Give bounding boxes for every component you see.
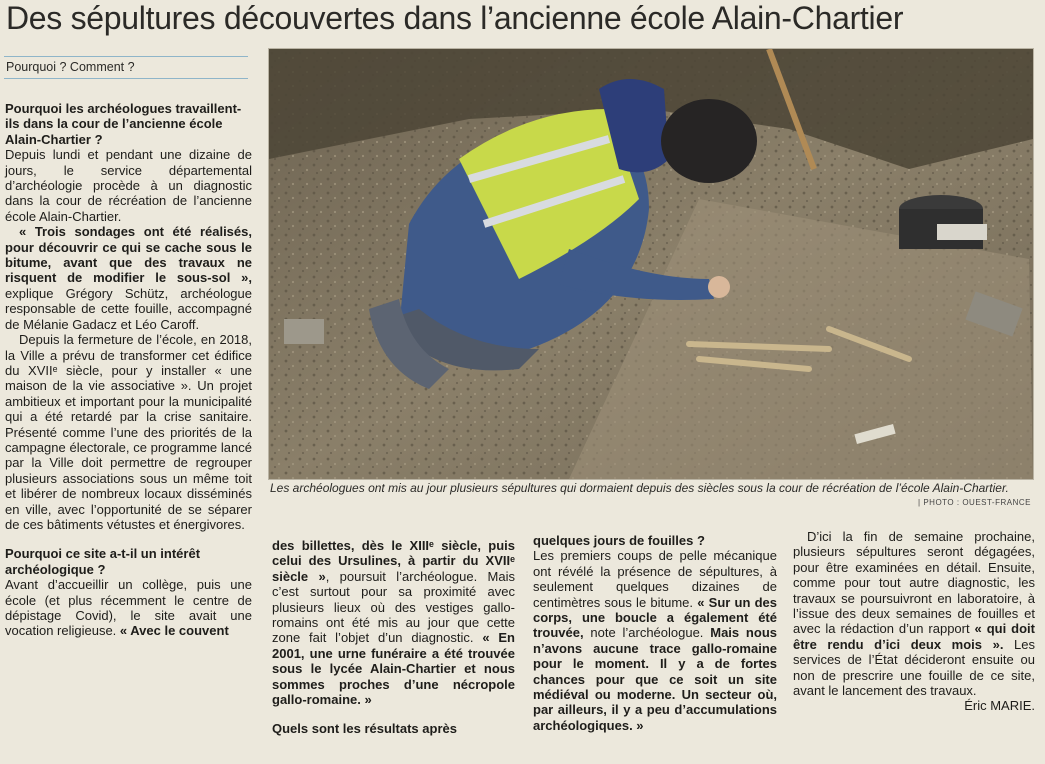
subheading-results-continued: quelques jours de fouilles ?: [533, 533, 705, 548]
article-column-1: [5, 101, 252, 639]
quote: « Trois sondages ont été réalisés, pour découvrir ce qui se cache sous le bitume, avant que des travaux ne risquent de modifier le sous-sol »,: [5, 224, 252, 286]
paragraph: [272, 538, 515, 707]
paragraph: Depuis la fermeture de l’école, en 2018, la Ville a prévu de transformer cet édifice du XVIIᵉ siècle, pour y installer « une maison de la vie associative ». Un projet ambitieux et important pour la municipalité qui a été retardé par la crise sanitaire. Présenté comme l’une des priorités de la campagne électorale, ce programme lancé par la Ville doit permettre de regrouper plusieurs associations sous un même toit et libérer de nombreux locaux disséminés en ville, avec l’opportunité de se séparer de ces bâtiments vétustes et énergivores.: [5, 332, 252, 532]
paragraph: [5, 577, 252, 639]
article-column-2: [272, 538, 515, 737]
text: note l’archéologue.: [583, 625, 704, 641]
author-signature: Éric MARIE.: [964, 698, 1035, 714]
quote: « Sur un des corps, une boucle a également été trouvée,: [533, 594, 778, 641]
photo-caption: Les archéologues ont mis au jour plusieurs sépultures qui dormaient depuis des siècles sous la cour de récréation de l’école Alain-Chartier.: [270, 481, 1009, 495]
photo-credit: | PHOTO : OUEST-FRANCE: [918, 498, 1031, 507]
section-kicker: Pourquoi ? Comment ?: [4, 56, 248, 79]
article-photo: [268, 48, 1034, 480]
quote: « qui doit être rendu d’ici deux mois ».: [793, 621, 1035, 652]
paragraph: [793, 529, 1035, 698]
article-column-3: [533, 533, 777, 733]
quote: des billettes, dès le XIIIᵉ siècle, puis celui des Ursulines, à partir du XVIIᵉ siècle »: [272, 538, 515, 584]
subheading-why-interest: Pourquoi ce site a-t-il un intérêt archéologique ?: [5, 546, 201, 577]
quote: Mais nous n’avons aucune trace gallo-romaine pour le moment. Il y a de fortes chances pour que ce soit un site médiéval ou moderne. Un secteur où, par ailleurs, il y a peu d’accumulations archéologiques. »: [533, 625, 777, 733]
text: explique Grégory Schütz, archéologue responsable de cette fouille, accompagné de Mélanie Gadacz et Léo Caroff.: [5, 285, 252, 332]
text: Les premiers coups de pelle mécanique ont révélé la présence de sépultures, à seulement quelques dizaines de centimètres sous le bitume.: [533, 548, 777, 610]
paragraph: [533, 548, 777, 733]
headline: Des sépultures découvertes dans l’ancienne école Alain-Chartier: [6, 0, 904, 36]
text: D’ici la fin de semaine prochaine, plusieurs sépultures seront dégagées, pour être examinées en détail. Ensuite, comme pour tout autre diagnostic, les travaux se poursuivront en laboratoire, à l’issue des deux semaines de fouilles et avec la rédaction d’un rapport: [793, 529, 1035, 637]
text: , poursuit l’archéologue. Mais c’est surtout pour sa proximité avec plusieurs lieux où des vestiges gallo-romains ont été mis au jour que cette zone fait l’objet d’un diagnostic.: [272, 568, 515, 646]
quote: « Avec le couvent: [116, 623, 229, 639]
subheading-results: Quels sont les résultats après: [272, 721, 457, 737]
text: Les services de l’État décideront ensuite ou non de prescrire une fouille de ce site, avant le lancement des travaux.: [793, 636, 1035, 699]
paragraph: Depuis lundi et pendant une dizaine de jours, le service départemental d’archéologie procède à un diagnostic dans la cour de récréation de l’ancienne école Alain-Chartier.: [5, 147, 252, 224]
quote: « En 2001, une urne funéraire a été trouvée sous le lycée Alain-Chartier et nous sommes proches d’une nécropole gallo-romaine. »: [272, 630, 515, 708]
subheading-why-work: Pourquoi les archéologues travaillent-ils dans la cour de l’ancienne école Alain-Chartier ?: [5, 101, 242, 147]
text: Avant d’accueillir un collège, puis une école (et plus récemment le centre de dépistage Covid), le site avait une vocation religieuse.: [5, 577, 252, 639]
paragraph: [5, 224, 252, 332]
article-column-4: [793, 529, 1035, 714]
